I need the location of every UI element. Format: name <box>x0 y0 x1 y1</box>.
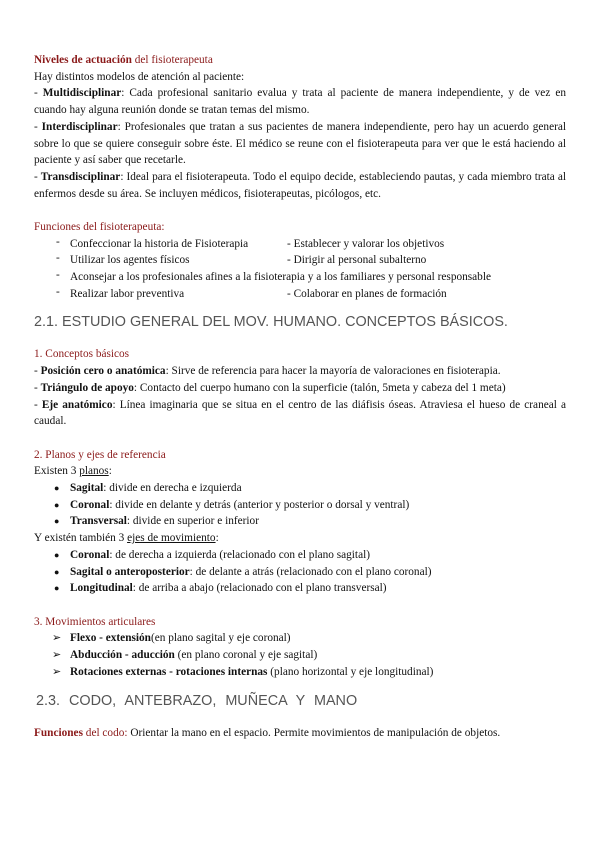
niveles-item: - Transdisciplinar: Ideal para el fisioterapeuta. Todo el equipo decide, estableciendo pautas, y cada miembro trata al enfermos desde su área. Se incluyen médicos, fisioterapeutas, picólogos, etc. <box>34 170 566 200</box>
ejes-list <box>34 547 566 597</box>
niveles-title-rest: del fisioterapeuta <box>131 54 213 66</box>
funciones-heading: Funciones del fisioterapeuta: <box>34 221 165 234</box>
list-item: - Realizar labor preventiva - Colaborar en planes de formación <box>56 285 447 300</box>
funciones-list <box>34 236 566 303</box>
niveles-item: - Interdisciplinar: Profesionales que tratan a sus pacientes de manera independiente, pero hay un acuerdo general sobre lo que se quiere conseguir sobre éste. El médico se reune con el fisioterapeuta para ver que le está haciendo al paciente y así saber que recetarle. <box>34 120 567 167</box>
niveles-intro: Hay distintos modelos de atención al paciente: <box>34 70 245 83</box>
dash-marker: - <box>56 252 60 265</box>
conceptos-item: - Posición cero o anatómica: Sirve de referencia para hacer la mayoría de valoraciones en fisioterapia. <box>34 365 501 378</box>
movimientos-list <box>34 630 566 680</box>
bullet-marker: ● <box>54 566 60 577</box>
list-item: ● Sagital o anteroposterior: de delante a atrás (relacionado con el plano coronal) <box>34 564 566 581</box>
planos-intro: Existen 3 planos: <box>34 465 112 478</box>
conceptos-heading: 1. Conceptos básicos <box>34 348 130 361</box>
bullet-marker: ● <box>54 583 60 594</box>
conceptos-item: - Eje anatómico: Línea imaginaria que se situa en el centro de las diáfisis óseas. Atraviesa el hueso de craneal a caudal. <box>34 398 566 428</box>
list-item: ● Longitudinal: de arriba a abajo (relacionado con el plano transversal) <box>34 580 566 597</box>
codo-funciones: Funciones del codo: Orientar la mano en el espacio. Permite movimientos de manipulación de objetos. <box>34 726 501 739</box>
planos-heading: 2. Planos y ejes de referencia <box>34 448 166 461</box>
arrow-marker: ➢ <box>52 665 62 678</box>
list-item: ➢ Flexo - extensión(en plano sagital y eje coronal) <box>34 630 566 647</box>
dash-marker: - <box>56 235 60 248</box>
dash-marker: - <box>56 269 60 282</box>
list-item: ➢ Abducción - aducción (en plano coronal y eje sagital) <box>34 647 566 664</box>
dash-marker: - <box>56 285 60 298</box>
niveles-heading <box>34 52 566 69</box>
list-item: ➢ Rotaciones externas - rotaciones internas (plano horizontal y eje longitudinal) <box>34 664 566 681</box>
bullet-marker: ● <box>54 483 60 494</box>
list-item: - Confeccionar la historia de Fisioterapia - Establecer y valorar los objetivos <box>56 235 445 250</box>
list-item: - Utilizar los agentes físicos - Dirigir al personal subalterno <box>56 252 427 267</box>
bullet-marker: ● <box>54 549 60 560</box>
ejes-intro: Y existén también 3 ejes de movimiento: <box>34 532 219 545</box>
list-item: ● Coronal: divide en delante y detrás (anterior y posterior o dorsal y ventral) <box>34 497 566 514</box>
list-item: - Aconsejar a los profesionales afines a la fisioterapia y a los familiares y personal responsable <box>56 269 491 284</box>
list-item: ● Coronal: de derecha a izquierda (relacionado con el plano sagital) <box>34 547 566 564</box>
section-heading-2-1: 2.1. ESTUDIO GENERAL DEL MOV. HUMANO. CONCEPTOS BÁSICOS. <box>34 314 508 331</box>
document-page <box>34 52 566 741</box>
movimientos-heading: 3. Movimientos articulares <box>34 615 156 628</box>
bullet-marker: ● <box>54 516 60 527</box>
section-heading-2-3: 2.3. CODO, ANTEBRAZO, MUÑECA Y MANO <box>36 692 358 709</box>
arrow-marker: ➢ <box>52 632 62 645</box>
planos-list <box>34 480 566 530</box>
bullet-marker: ● <box>54 499 60 510</box>
conceptos-item: - Triángulo de apoyo: Contacto del cuerpo humano con la superficie (talón, 5meta y cabeza del 1 meta) <box>34 381 506 394</box>
arrow-marker: ➢ <box>52 649 62 662</box>
list-item: ● Sagital: divide en derecha e izquierda <box>34 480 566 497</box>
niveles-title-bold: Niveles de actuación <box>34 54 132 66</box>
niveles-item: - Multidisciplinar: Cada profesional sanitario evalua y trata al paciente de manera independiente, y de vez en cuando hay alguna reunión donde se tratan temas del mismo. <box>34 87 566 117</box>
list-item: ● Transversal: divide en superior e inferior <box>34 513 566 530</box>
